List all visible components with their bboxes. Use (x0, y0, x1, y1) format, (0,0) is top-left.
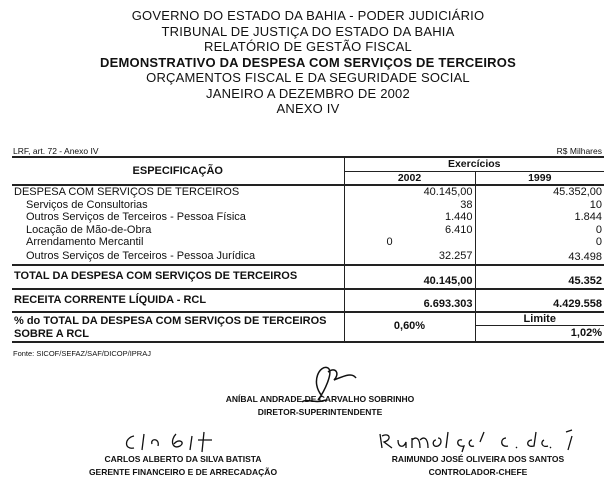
table-header-row (12, 157, 604, 171)
signer-name: ANÍBAL ANDRADE DE CARVALHO SOBRINHO (225, 394, 415, 404)
row-value-1999: 45.352,00 (475, 185, 604, 199)
row-value-2002: 6.410 (344, 224, 475, 237)
signer-name: CARLOS ALBERTO DA SILVA BATISTA (104, 454, 262, 464)
row-label: Arrendamento Mercantil (26, 236, 144, 248)
percentage-label-line2: SOBRE A RCL (14, 327, 89, 340)
row-value-1999: 10 (475, 199, 604, 212)
table-row (12, 211, 604, 224)
signer-title: DIRETOR-SUPERINTENDENTE (257, 407, 383, 417)
total-row (12, 265, 604, 289)
total-value-2002: 40.145,00 (344, 265, 475, 289)
header-line-demonstrativo: DEMONSTRATIVO DA DESPESA COM SERVIÇOS DE TERCEIROS (100, 54, 516, 70)
signature-scribble-right (376, 428, 596, 454)
table-row (12, 224, 604, 237)
percentage-label (12, 312, 344, 342)
spec-header: ESPECIFICAÇÃO (12, 157, 344, 185)
row-value-2002: 32.257 (344, 249, 475, 265)
row-label: Locação de Mão-de-Obra (26, 223, 152, 236)
row-label: DESPESA COM SERVIÇOS DE TERCEIROS (14, 186, 240, 198)
percentage-row (12, 312, 604, 326)
total-label: TOTAL DA DESPESA COM SERVIÇOS DE TERCEIROS (12, 265, 344, 289)
percentage-value-2002: 0,60% (344, 312, 475, 342)
currency-unit: R$ Milhares (556, 146, 602, 156)
limite-value: 1,02% (475, 326, 604, 342)
row-value-2002: 38 (344, 199, 475, 212)
signature-scribble-left (120, 430, 230, 454)
table-row (12, 249, 604, 265)
table-row (12, 236, 604, 249)
signer-name: RAIMUNDO JOSÉ OLIVEIRA DOS SANTOS (391, 454, 565, 464)
source-note: Fonte: SICOF/SEFAZ/SAF/DICOP/IPRAJ (13, 349, 151, 358)
table-row (12, 199, 604, 212)
row-value-2002: 40.145,00 (344, 185, 475, 199)
header-line-government: GOVERNO DO ESTADO DA BAHIA - PODER JUDICIÁRIO (131, 8, 485, 23)
signature-block-finance (60, 453, 306, 479)
legal-reference: LRF, art. 72 - Anexo IV (13, 146, 99, 156)
signature-block-director (200, 393, 440, 419)
signer-title: CONTROLADOR-CHEFE (428, 467, 528, 477)
row-value-1999: 43.498 (475, 249, 604, 265)
header-line-report: RELATÓRIO DE GESTÃO FISCAL (204, 39, 412, 54)
exercicios-header: Exercícios (344, 157, 604, 171)
signature-block-controller (368, 453, 588, 479)
signer-title: GERENTE FINANCEIRO E DE ARRECADAÇÃO (88, 467, 278, 477)
percentage-label-line1: % do TOTAL DA DESPESA COM SERVIÇOS DE TERCEIROS (14, 314, 327, 327)
table-row (12, 185, 604, 199)
header-line-period: JANEIRO A DEZEMBRO DE 2002 (206, 85, 410, 101)
year-1999-header: 1999 (475, 171, 604, 185)
rcl-value-1999: 4.429.558 (475, 289, 604, 312)
year-2002-header: 2002 (344, 171, 475, 185)
rcl-value-2002: 6.693.303 (344, 289, 475, 312)
header-line-tribunal: TRIBUNAL DE JUSTIÇA DO ESTADO DA BAHIA (161, 23, 455, 39)
limite-label: Limite (475, 312, 604, 326)
row-label: Serviços de Consultorias (26, 198, 148, 211)
row-value-1999: 1.844 (475, 211, 604, 224)
rcl-row (12, 289, 604, 312)
total-value-1999: 45.352 (475, 265, 604, 289)
row-value-2002: 1.440 (344, 211, 475, 224)
header-line-orcamentos: ORÇAMENTOS FISCAL E DA SEGURIDADE SOCIAL (146, 70, 470, 85)
row-value-1999: 0 (475, 224, 604, 237)
expense-table (12, 156, 604, 343)
row-value-2002: 0 (344, 236, 475, 249)
row-label: Outros Serviços de Terceiros - Pessoa Física (26, 211, 246, 223)
header-line-annex: ANEXO IV (276, 101, 340, 116)
rcl-label: RECEITA CORRENTE LÍQUIDA - RCL (12, 289, 344, 312)
document-header (0, 8, 616, 117)
row-label: Outros Serviços de Terceiros - Pessoa Jurídica (26, 249, 256, 262)
row-value-1999: 0 (475, 236, 604, 249)
